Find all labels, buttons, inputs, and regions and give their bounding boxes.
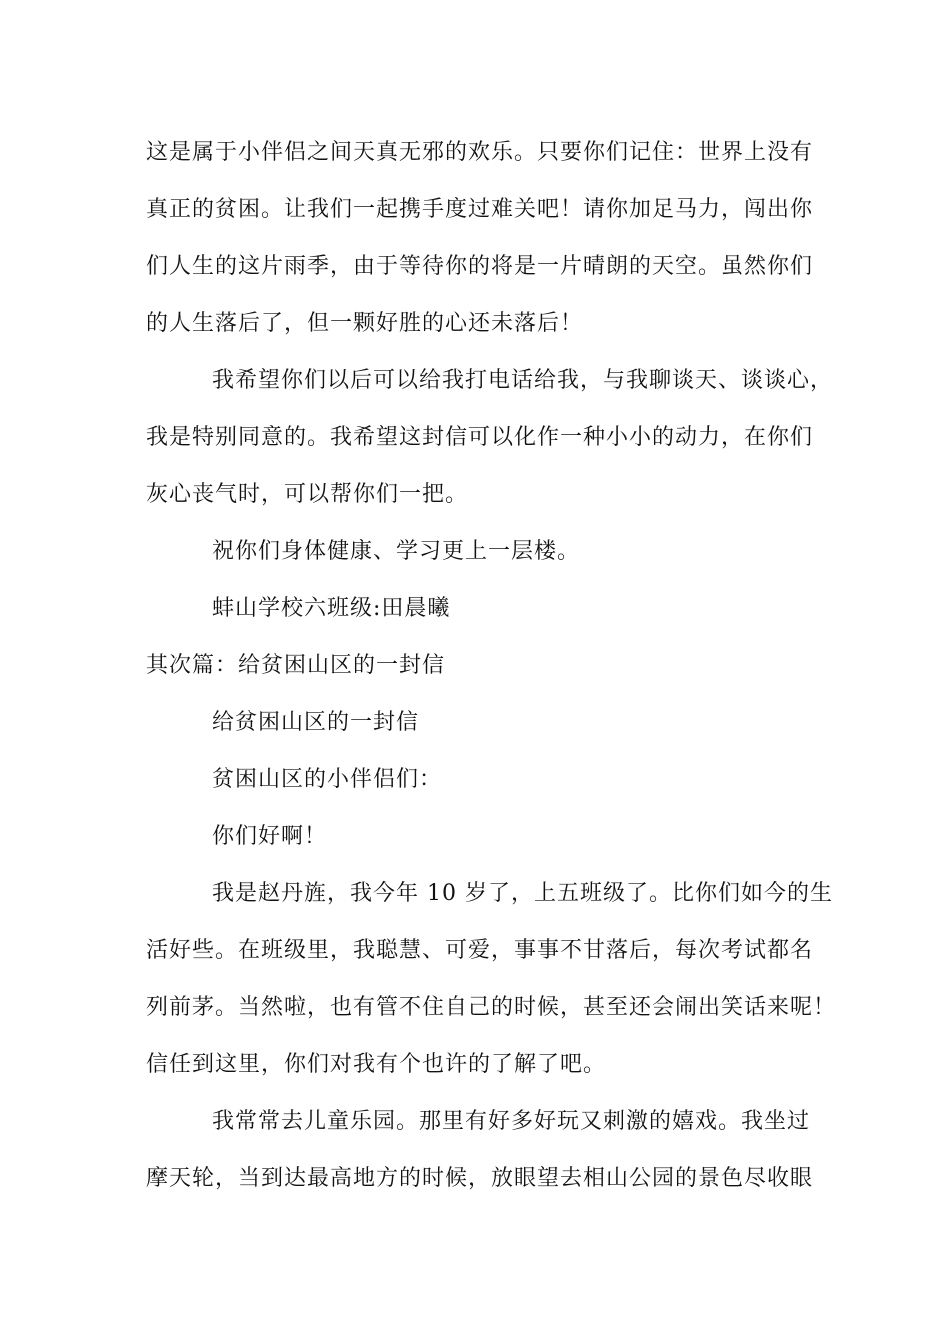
letter-title: 给贫困山区的一封信 — [212, 710, 420, 735]
text-line: 活好些。在班级里，我聪慧、可爱，事事不甘落后，每次考试都名 — [146, 938, 814, 963]
text-line: 这是属于小伴侣之间天真无邪的欢乐。只要你们记住：世界上没有 — [146, 140, 814, 165]
text-line: 我是特别同意的。我希望这封信可以化作一种小小的动力，在你们 — [146, 425, 814, 450]
text-line: 我希望你们以后可以给我打电话给我，与我聊谈天、谈谈心， — [212, 368, 834, 393]
text-line: 们人生的这片雨季，由于等待你的将是一片晴朗的天空。虽然你们 — [146, 254, 814, 279]
text-line: 灰心丧气时，可以帮你们一把。 — [146, 482, 469, 507]
text-line: 的人生落后了，但一颗好胜的心还未落后！ — [146, 311, 584, 336]
text-line: 真正的贫困。让我们一起携手度过难关吧！请你加足马力，闯出你 — [146, 197, 814, 222]
signature: 蚌山学校六班级:田晨曦 — [212, 596, 451, 621]
text-line: 我是赵丹旌，我今年 10 岁了，上五班级了。比你们如今的生 — [212, 881, 833, 906]
closing-wish: 祝你们身体健康、学习更上一层楼。 — [212, 539, 581, 564]
section-heading: 其次篇：给贫困山区的一封信 — [146, 653, 446, 678]
text-line: 我常常去儿童乐园。那里有好多好玩又刺激的嬉戏。我坐过 — [212, 1109, 811, 1134]
salutation: 贫困山区的小伴侣们： — [212, 767, 443, 792]
greeting: 你们好啊！ — [212, 824, 328, 849]
text-line: 列前茅。当然啦，也有管不住自己的时候，甚至还会闹出笑话来呢！ — [146, 995, 837, 1020]
text-line: 信任到这里，你们对我有个也许的了解了吧。 — [146, 1052, 607, 1077]
text-line: 摩天轮，当到达最高地方的时候，放眼望去相山公园的景色尽收眼 — [146, 1166, 814, 1191]
